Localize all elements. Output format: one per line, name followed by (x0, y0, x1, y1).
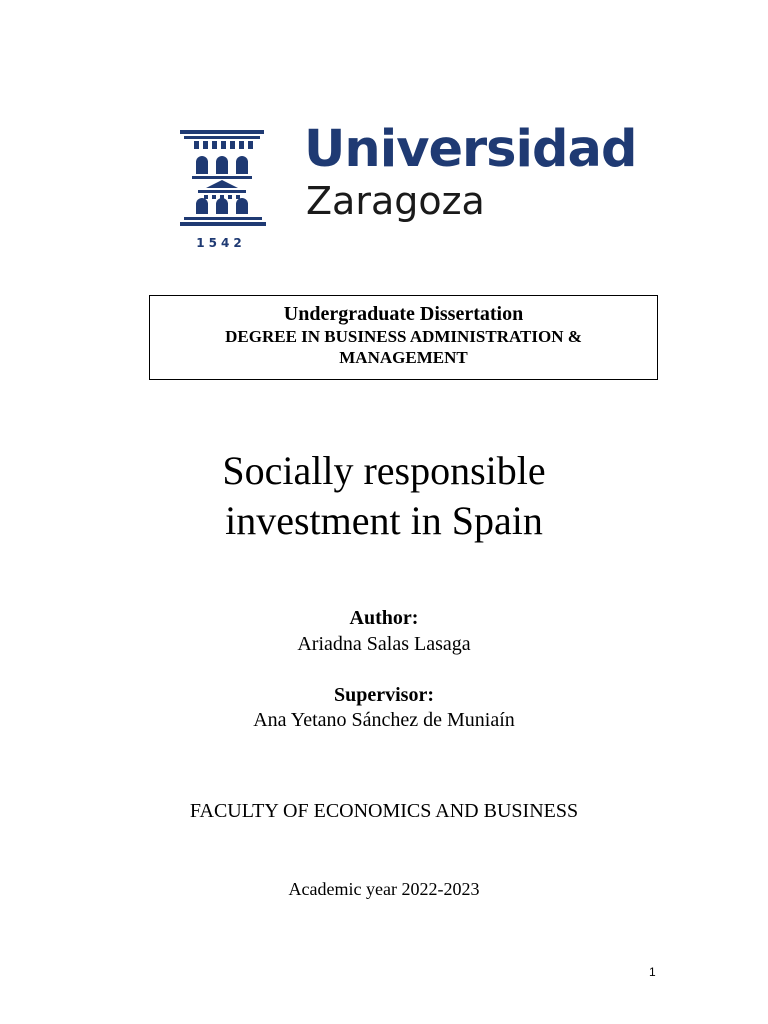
logo-wordmark-universidad: Universidad (304, 120, 637, 179)
supervisor-name: Ana Yetano Sánchez de Muniaín (253, 709, 515, 731)
academic-year: Academic year 2022-2023 (288, 879, 480, 899)
degree-line-1: DEGREE IN BUSINESS ADMINISTRATION & (225, 327, 582, 346)
supervisor-label: Supervisor: (334, 684, 434, 706)
university-emblem-icon (178, 128, 268, 252)
faculty-name: FACULTY OF ECONOMICS AND BUSINESS (189, 800, 579, 822)
logo-wordmark-zaragoza: Zaragoza (306, 179, 485, 223)
author-name: Ariadna Salas Lasaga (297, 633, 471, 655)
degree-line-2: MANAGEMENT (339, 348, 468, 367)
title-line-1: Socially responsible (222, 448, 546, 493)
dissertation-type: Undergraduate Dissertation (283, 303, 524, 325)
logo-founding-year: 1542 (196, 236, 246, 250)
dissertation-title (0, 446, 768, 546)
author-label: Author: (349, 607, 419, 629)
title-line-2: investment in Spain (225, 498, 543, 543)
page-number: 1 (649, 965, 656, 979)
dissertation-box (149, 295, 658, 380)
